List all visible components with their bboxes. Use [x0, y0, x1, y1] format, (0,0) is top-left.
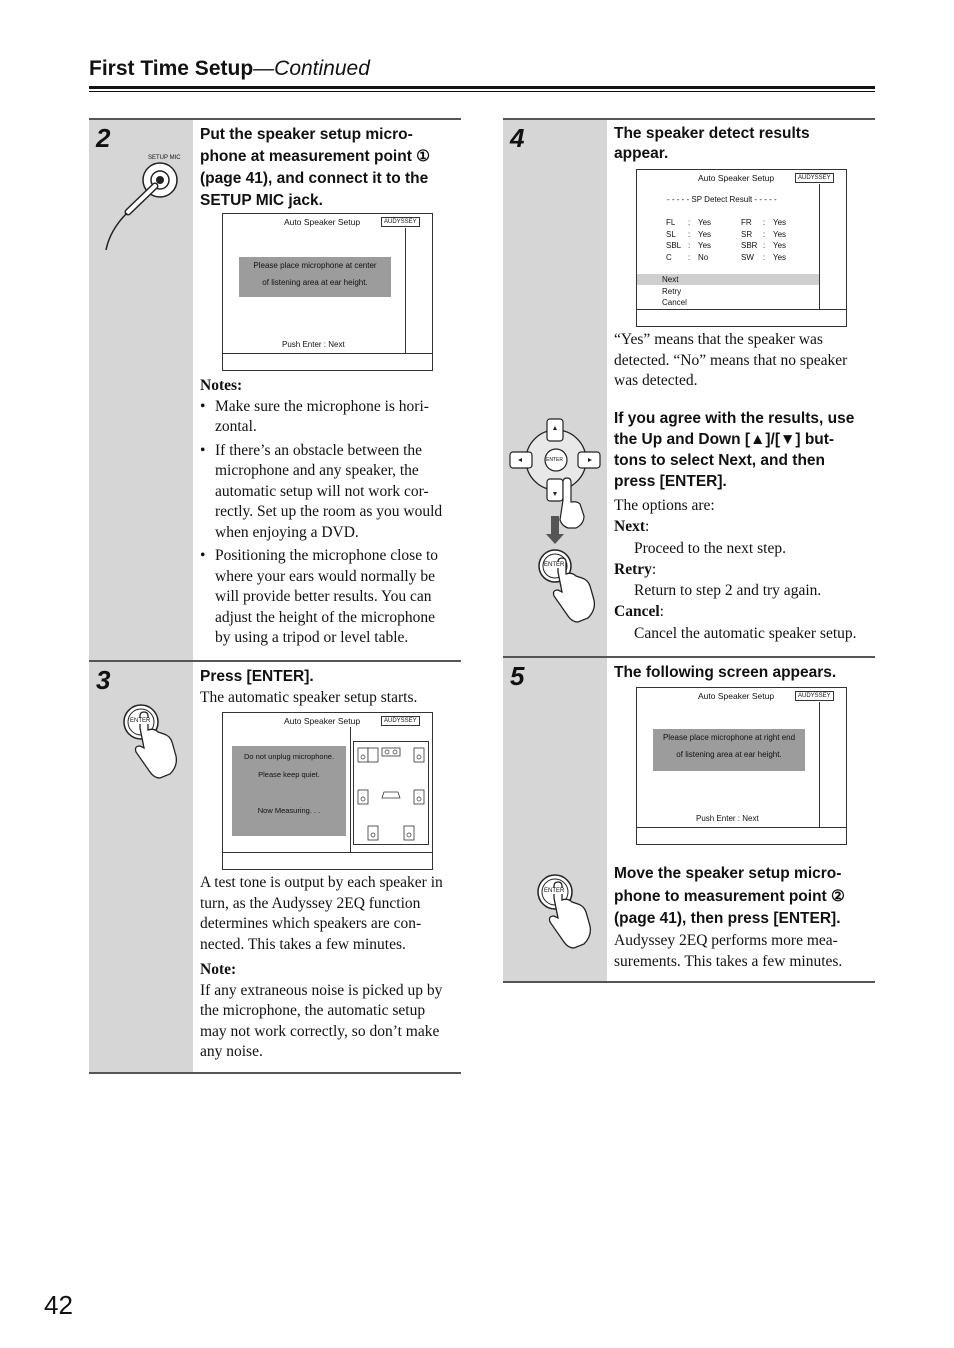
- sp-name: SBL: [666, 241, 682, 250]
- screen-divider: [819, 702, 820, 828]
- note-line: the microphone, the automatic setup: [200, 1002, 426, 1019]
- sp-row: [741, 240, 786, 252]
- header-title: First Time Setup: [89, 57, 254, 80]
- sp-name: SL: [666, 229, 676, 239]
- sp-row: [666, 252, 711, 264]
- note-line: automatic setup will not work cor-: [215, 482, 429, 500]
- screen-menu: [662, 274, 687, 309]
- note-line: Positioning the microphone close to: [215, 547, 439, 564]
- screen-message-line: of listening area at ear height.: [676, 750, 782, 759]
- sp-sep: :: [688, 218, 691, 227]
- note-item: • If there’s an obstacle between the microphone and any speaker, the automatic setup will not work cor- rectly. Set up the room as you would when enjoying a DVD.: [200, 441, 460, 544]
- screen-title: Auto Speaker Setup: [284, 217, 361, 227]
- step5-heading2: [614, 863, 876, 931]
- sp-name: FR: [741, 218, 752, 227]
- sp-sep: :: [763, 252, 766, 262]
- screen-divider: [819, 184, 820, 310]
- enter-label: ENTER: [544, 888, 565, 894]
- audyssey-badge: AUDYSSEY: [381, 217, 420, 227]
- step4-heading2-line: tons to select Next, and then: [614, 452, 826, 469]
- screen-divider: [223, 852, 432, 853]
- setup-mic-label: SETUP MIC: [148, 155, 181, 161]
- sp-row: [666, 229, 711, 241]
- screen-message-line: Now Measuring. . .: [257, 806, 321, 815]
- screen-title: Auto Speaker Setup: [284, 716, 361, 726]
- notes-list: [200, 397, 460, 649]
- header-rule: [89, 86, 875, 89]
- sp-name: SW: [741, 252, 754, 262]
- note-line: If any extraneous noise is picked up by: [200, 981, 443, 999]
- note-line: where your ears would normally be: [215, 567, 435, 585]
- body-line: A test tone is output by each speaker in: [200, 874, 443, 891]
- note-title: Note:: [200, 961, 237, 978]
- sp-row: [666, 240, 711, 252]
- enter-label: ENTER: [546, 457, 563, 463]
- audyssey-badge: AUDYSSEY: [795, 173, 834, 183]
- screen-message-gap: [232, 784, 346, 802]
- sp-sep: :: [763, 218, 766, 227]
- option-retry: Retry:: [614, 560, 657, 578]
- note-line: may not work correctly, so don’t make: [200, 1022, 440, 1040]
- screen-title: Auto Speaker Setup: [698, 691, 775, 701]
- sp-sep: :: [763, 229, 766, 239]
- body-line: turn, as the Audyssey 2EQ function: [200, 894, 421, 912]
- sp-name: SR: [741, 229, 753, 239]
- step2-heading: [200, 124, 460, 212]
- option-next: Next:: [614, 518, 650, 536]
- setup-mic-jack-icon: [100, 150, 185, 250]
- push-enter-label: Push Enter : Next: [282, 340, 345, 349]
- header-continued: —Continued: [253, 57, 370, 80]
- step5-heading2-line: (page 41), then press [ENTER].: [614, 910, 841, 927]
- screen-message: [239, 257, 391, 297]
- screen-divider: [350, 727, 351, 853]
- menu-next[interactable]: Next: [662, 275, 679, 284]
- push-enter-label: Push Enter : Next: [696, 814, 759, 823]
- step5-bottom-rule: [503, 981, 875, 983]
- sp-name: SBR: [741, 241, 758, 250]
- option-desc: Cancel the automatic speaker setup.: [634, 624, 857, 642]
- step5-screen: [636, 687, 847, 845]
- note-item: • Make sure the microphone is hori- zontal.: [200, 397, 460, 438]
- sp-sep: :: [688, 229, 691, 239]
- enter-label: ENTER: [544, 562, 565, 568]
- enter-label: ENTER: [130, 718, 151, 724]
- sp-sep: :: [763, 241, 766, 250]
- sp-sep: :: [688, 241, 691, 250]
- note-line: will provide better results. You can: [215, 588, 432, 605]
- sp-detect-right: [741, 217, 786, 263]
- body-line: was detected.: [614, 372, 698, 389]
- step3-bottom-rule: [89, 1072, 461, 1074]
- step4-heading2-line: the Up and Down [▲]/[▼] but-: [614, 431, 835, 448]
- step4-heading2-line: press [ENTER].: [614, 473, 727, 490]
- note-line: when enjoying a DVD.: [215, 523, 359, 541]
- screen-divider: [223, 353, 432, 354]
- body-line: Audyssey 2EQ performs more mea-: [614, 932, 838, 949]
- page-header: [89, 57, 370, 81]
- step4-screen: [636, 169, 847, 327]
- step3-body: [200, 873, 462, 1063]
- step4-heading-line: The speaker detect results: [614, 125, 810, 142]
- options-intro: The options are:: [614, 497, 715, 514]
- note-item: • Positioning the microphone close to where your ears would normally be will provide better results. You can adjust the height of the microphone by using a tripod or level table.: [200, 546, 460, 649]
- menu-cancel[interactable]: Cancel: [662, 298, 687, 307]
- step3-heading: Press [ENTER].: [200, 668, 314, 685]
- sp-row: [741, 217, 786, 229]
- option-name: Next: [614, 518, 645, 536]
- sp-value: Yes: [698, 229, 712, 239]
- header-rule-thin: [89, 91, 875, 92]
- option-name: Retry: [614, 560, 652, 578]
- page-number: 42: [44, 1290, 73, 1320]
- yes-no-explanation: [614, 330, 876, 392]
- step2-screen: [222, 213, 433, 371]
- step4-options: [614, 495, 876, 644]
- sp-value: Yes: [773, 252, 787, 262]
- screen-divider: [637, 309, 846, 310]
- step2-heading-line: (page 41), and connect it to the: [200, 170, 429, 187]
- sp-detect-title: - - - - - SP Detect Result - - - - -: [667, 195, 777, 204]
- screen-divider: [637, 827, 846, 828]
- step5-number: 5: [510, 661, 525, 691]
- step2-heading-line: SETUP MIC jack.: [200, 192, 323, 209]
- step4-heading2-line: If you agree with the results, use: [614, 410, 855, 427]
- enter-button-press-icon: [532, 870, 607, 955]
- sp-row: [741, 229, 786, 241]
- option-desc: Proceed to the next step.: [634, 539, 786, 557]
- note-line: zontal.: [215, 418, 257, 435]
- note-line: adjust the height of the microphone: [215, 608, 435, 626]
- sp-detect-left: [666, 217, 711, 263]
- sp-value: Yes: [698, 218, 712, 227]
- step4-number: 4: [510, 123, 525, 153]
- note-line: If there’s an obstacle between the: [215, 441, 423, 459]
- note-line: Make sure the microphone is hori-: [215, 397, 429, 415]
- screen-message-line: Please place microphone at center: [253, 261, 377, 270]
- sp-value: No: [698, 252, 709, 262]
- screen-title: Auto Speaker Setup: [698, 173, 775, 183]
- speaker-layout-diagram: [353, 741, 429, 845]
- sp-value: Yes: [698, 241, 712, 250]
- step2-notes: [200, 376, 460, 652]
- remote-arrow-pad-icon: [506, 416, 606, 626]
- screen-message-line: Please keep quiet.: [258, 770, 320, 779]
- option-desc: Return to step 2 and try again.: [634, 582, 822, 600]
- sp-row: [666, 217, 711, 229]
- body-line: surements. This takes a few minutes.: [614, 952, 843, 970]
- menu-retry[interactable]: Retry: [662, 286, 682, 296]
- option-name: Cancel: [614, 603, 660, 621]
- note-line: any noise.: [200, 1043, 263, 1060]
- sp-value: Yes: [773, 241, 787, 250]
- step4-heading: [614, 124, 874, 164]
- step2-heading-line: Put the speaker setup micro-: [200, 126, 413, 143]
- step3-number: 3: [96, 665, 111, 695]
- sp-row: [741, 252, 786, 264]
- note-line: microphone and any speaker, the: [215, 462, 419, 479]
- audyssey-badge: AUDYSSEY: [381, 716, 420, 726]
- screen-divider: [405, 228, 406, 354]
- body-line: nected. This takes a few minutes.: [200, 935, 406, 953]
- screen-message-line: of listening area at ear height.: [262, 278, 368, 287]
- sp-name: C: [666, 252, 672, 262]
- body-line: “Yes” means that the speaker was: [614, 331, 823, 348]
- screen-message-line: Please place microphone at right end: [662, 733, 796, 742]
- note-line: rectly. Set up the room as you would: [215, 503, 443, 520]
- step5-heading: The following screen appears.: [614, 664, 837, 681]
- note-line: by using a tripod or level table.: [215, 629, 409, 646]
- notes-title: Notes:: [200, 377, 243, 394]
- screen-message-line: Do not unplug microphone.: [243, 752, 335, 761]
- enter-button-press-icon: [118, 700, 193, 785]
- sp-name: FL: [666, 218, 676, 227]
- audyssey-badge: AUDYSSEY: [795, 691, 834, 701]
- screen-message: [232, 746, 346, 836]
- step2-heading-line: phone at measurement point ①: [200, 148, 431, 165]
- step5-heading2-line: Move the speaker setup micro-: [614, 865, 842, 882]
- body-line: determines which speakers are con-: [200, 915, 422, 932]
- step3-screen: [222, 712, 433, 870]
- step5-body: [614, 931, 876, 972]
- sp-value: Yes: [773, 218, 787, 227]
- step2-number: 2: [96, 123, 111, 153]
- option-cancel: Cancel:: [614, 603, 664, 621]
- step4-heading-line: appear.: [614, 145, 669, 162]
- sp-sep: :: [688, 252, 691, 262]
- body-line: detected. “No” means that no speaker: [614, 351, 848, 369]
- step5-heading2-line: phone to measurement point ②: [614, 887, 845, 905]
- step3-intro: The automatic speaker setup starts.: [200, 689, 418, 706]
- screen-message: [653, 729, 805, 771]
- step4-heading2: [614, 408, 876, 492]
- sp-value: Yes: [773, 229, 787, 239]
